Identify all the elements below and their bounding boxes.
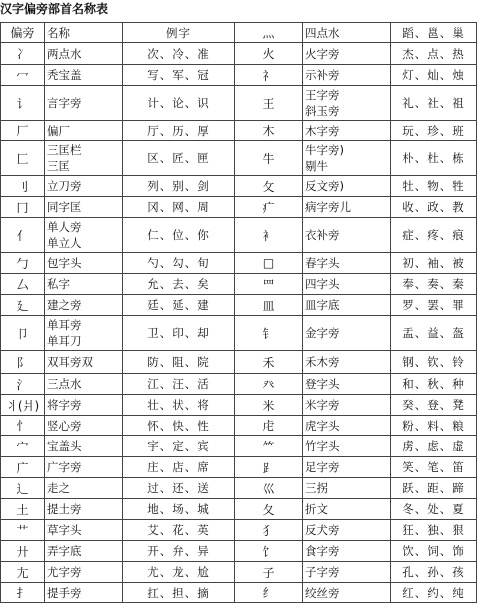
cell-radical-2: 癶: [235, 374, 303, 395]
header-name-2: 四点水: [303, 23, 391, 43]
cell-name: 单人旁 单立人: [45, 218, 123, 253]
cell-examples: 江、汪、活: [123, 374, 235, 395]
cell-radical: 勹: [1, 253, 45, 274]
cell-name: 秃宝盖: [45, 65, 123, 86]
cell-radical: 扌: [1, 583, 45, 603]
cell-radical-2: 礻: [235, 65, 303, 86]
cell-radical-2: □: [235, 253, 303, 274]
cell-examples: 开、弁、异: [123, 541, 235, 562]
cell-name-2: 火字旁: [303, 43, 391, 65]
cell-name: 提土旁: [45, 499, 123, 520]
cell-name-2: 竹字头: [303, 436, 391, 457]
cell-examples-2: 笑、笔、笛: [391, 457, 477, 478]
cell-name: 三匡栏 三匡: [45, 141, 123, 176]
cell-name: 宝盖头: [45, 436, 123, 457]
cell-radical: 廴: [1, 295, 45, 316]
cell-name: 建之旁: [45, 295, 123, 316]
cell-examples: 卫、印、却: [123, 316, 235, 351]
table-row: [1, 86, 477, 121]
cell-radical-2: 禾: [235, 351, 303, 374]
cell-name: 包字头: [45, 253, 123, 274]
cell-radical: 讠: [1, 86, 45, 121]
cell-radical: 丬(爿): [1, 395, 45, 416]
cell-examples: 地、场、城: [123, 499, 235, 520]
cell-radical-2: 夂: [235, 499, 303, 520]
cell-radical-2: 皿: [235, 295, 303, 316]
cell-name-2: 春字头: [303, 253, 391, 274]
table-row: [1, 436, 477, 457]
cell-examples-2: 牡、物、牲: [391, 176, 477, 197]
cell-examples: 扛、担、摘: [123, 583, 235, 603]
cell-radical-2: 子: [235, 562, 303, 583]
cell-radical-2: 纟: [235, 583, 303, 603]
cell-radical-2: 罒: [235, 274, 303, 295]
cell-name-2: 足字旁: [303, 457, 391, 478]
cell-radical: 刂: [1, 176, 45, 197]
cell-radical-2: ⺮: [235, 436, 303, 457]
cell-radical-2: 衤: [235, 218, 303, 253]
cell-examples-2: 收、政、教: [391, 197, 477, 218]
cell-name: 偏厂: [45, 121, 123, 141]
cell-radical: 艹: [1, 520, 45, 541]
cell-examples: 区、匠、匣: [123, 141, 235, 176]
table-row: [1, 520, 477, 541]
table-row: [1, 374, 477, 395]
cell-examples: 冈、网、周: [123, 197, 235, 218]
cell-radical-2: 巛: [235, 478, 303, 499]
cell-name: 双耳旁双: [45, 351, 123, 374]
table-row: [1, 316, 477, 351]
cell-examples-2: 跃、距、蹄: [391, 478, 477, 499]
cell-name: 言字旁: [45, 86, 123, 121]
cell-name-2: 皿字底: [303, 295, 391, 316]
table-row: [1, 253, 477, 274]
cell-name: 尤字旁: [45, 562, 123, 583]
cell-name-2: 木字旁: [303, 121, 391, 141]
cell-examples-2: 症、疼、痕: [391, 218, 477, 253]
table-row: [1, 295, 477, 316]
radical-table: [0, 22, 477, 603]
table-row: [1, 351, 477, 374]
cell-name-2: 王字旁 斜玉旁: [303, 86, 391, 121]
cell-name: 提手旁: [45, 583, 123, 603]
cell-radical-2: 木: [235, 121, 303, 141]
cell-name-2: 子字旁: [303, 562, 391, 583]
cell-examples-2: 孔、孙、孩: [391, 562, 477, 583]
table-row: [1, 541, 477, 562]
cell-examples: 次、冷、准: [123, 43, 235, 65]
cell-radical-2: 疒: [235, 197, 303, 218]
cell-examples: 怀、快、性: [123, 416, 235, 436]
header-radical-2: 灬: [235, 23, 303, 43]
cell-radical-2: ⻊: [235, 457, 303, 478]
cell-name-2: 牛字旁) 剔牛: [303, 141, 391, 176]
cell-examples: 宇、定、宾: [123, 436, 235, 457]
table-row: [1, 197, 477, 218]
cell-radical: 厂: [1, 121, 45, 141]
table-title: 汉字偏旁部首名称表: [0, 2, 109, 16]
cell-examples-2: 红、约、纯: [391, 583, 477, 603]
cell-name-2: 衣补旁: [303, 218, 391, 253]
header-radical: 偏旁: [1, 23, 45, 43]
cell-name-2: 食字旁: [303, 541, 391, 562]
cell-name-2: 反文旁): [303, 176, 391, 197]
table-row: [1, 416, 477, 436]
cell-radical: 冖: [1, 65, 45, 86]
cell-radical-2: 火: [235, 43, 303, 65]
cell-radical-2: 牛: [235, 141, 303, 176]
cell-examples: 计、论、识: [123, 86, 235, 121]
cell-radical-2: 犭: [235, 520, 303, 541]
cell-radical: 忄: [1, 416, 45, 436]
table-row: [1, 176, 477, 197]
cell-name: 立刀旁: [45, 176, 123, 197]
cell-examples-2: 狂、独、狠: [391, 520, 477, 541]
cell-name-2: 虎字头: [303, 416, 391, 436]
cell-examples-2: 盂、益、盔: [391, 316, 477, 351]
cell-examples: 列、别、剑: [123, 176, 235, 197]
table-row: [1, 218, 477, 253]
cell-examples: 仁、位、你: [123, 218, 235, 253]
cell-examples-2: 冬、处、夏: [391, 499, 477, 520]
cell-name: 私字: [45, 274, 123, 295]
cell-examples: 壮、状、将: [123, 395, 235, 416]
table-row: [1, 562, 477, 583]
cell-examples-2: 礼、社、祖: [391, 86, 477, 121]
cell-radical-2: 虍: [235, 416, 303, 436]
cell-name: 将字旁: [45, 395, 123, 416]
cell-radical: 土: [1, 499, 45, 520]
cell-name: 走之: [45, 478, 123, 499]
cell-examples: 写、军、冠: [123, 65, 235, 86]
cell-name: 草字头: [45, 520, 123, 541]
cell-name-2: 折文: [303, 499, 391, 520]
cell-radical: 广: [1, 457, 45, 478]
cell-name-2: 四字头: [303, 274, 391, 295]
header-examples: 例字: [123, 23, 235, 43]
cell-examples-2: 罗、罢、罪: [391, 295, 477, 316]
cell-radical: 尢: [1, 562, 45, 583]
cell-radical: 卩: [1, 316, 45, 351]
cell-name: 两点水: [45, 43, 123, 65]
cell-examples-2: 玩、珍、班: [391, 121, 477, 141]
cell-examples-2: 和、秋、种: [391, 374, 477, 395]
cell-examples-2: 杰、点、热: [391, 43, 477, 65]
cell-radical: 匚: [1, 141, 45, 176]
cell-name: 广字旁: [45, 457, 123, 478]
cell-name: 竖心旁: [45, 416, 123, 436]
table-row: [1, 395, 477, 416]
header-name: 名称: [45, 23, 123, 43]
cell-examples-2: 朴、杜、栋: [391, 141, 477, 176]
table-row: [1, 457, 477, 478]
cell-examples-2: 奉、奏、秦: [391, 274, 477, 295]
cell-examples: 勺、勾、旬: [123, 253, 235, 274]
cell-examples: 廷、延、建: [123, 295, 235, 316]
cell-name-2: 病字旁儿: [303, 197, 391, 218]
cell-radical: 冂: [1, 197, 45, 218]
cell-radical-2: 攵: [235, 176, 303, 197]
table-row: [1, 499, 477, 520]
table-row: [1, 65, 477, 86]
cell-radical-2: 钅: [235, 316, 303, 351]
cell-examples-2: 粉、料、粮: [391, 416, 477, 436]
cell-name: 三点水: [45, 374, 123, 395]
cell-radical-2: 王: [235, 86, 303, 121]
table-row: [1, 583, 477, 603]
header-row: [1, 23, 477, 43]
cell-name-2: 登字头: [303, 374, 391, 395]
cell-name: 弄字底: [45, 541, 123, 562]
cell-radical: 阝: [1, 351, 45, 374]
cell-name: 单耳旁 单耳刀: [45, 316, 123, 351]
cell-name-2: 金字旁: [303, 316, 391, 351]
cell-name-2: 米字旁: [303, 395, 391, 416]
cell-examples-2: 钢、钦、铃: [391, 351, 477, 374]
cell-examples: 厅、历、厚: [123, 121, 235, 141]
cell-examples: 允、去、矣: [123, 274, 235, 295]
cell-examples-2: 初、袖、被: [391, 253, 477, 274]
cell-examples: 防、阻、院: [123, 351, 235, 374]
header-examples-2: 蹈、邕、巢: [391, 23, 477, 43]
cell-name-2: 禾木旁: [303, 351, 391, 374]
cell-radical: 冫: [1, 43, 45, 65]
cell-radical-2: 饣: [235, 541, 303, 562]
cell-name: 同字匡: [45, 197, 123, 218]
table-row: [1, 141, 477, 176]
cell-examples-2: 虏、虑、虚: [391, 436, 477, 457]
cell-radical-2: 米: [235, 395, 303, 416]
cell-examples: 庄、店、席: [123, 457, 235, 478]
cell-radical: 廾: [1, 541, 45, 562]
cell-examples-2: 癸、登、凳: [391, 395, 477, 416]
cell-name-2: 反犬旁: [303, 520, 391, 541]
cell-examples: 过、还、送: [123, 478, 235, 499]
cell-radical: 厶: [1, 274, 45, 295]
table-row: [1, 43, 477, 65]
cell-examples: 尤、龙、尬: [123, 562, 235, 583]
cell-radical: 亻: [1, 218, 45, 253]
cell-name-2: 示补旁: [303, 65, 391, 86]
cell-radical: 辶: [1, 478, 45, 499]
cell-radical: 氵: [1, 374, 45, 395]
table-row: [1, 274, 477, 295]
cell-radical: 宀: [1, 436, 45, 457]
cell-examples: 艾、花、英: [123, 520, 235, 541]
cell-examples-2: 饮、饲、饰: [391, 541, 477, 562]
cell-name-2: 三拐: [303, 478, 391, 499]
table-row: [1, 478, 477, 499]
cell-examples-2: 灯、灿、烛: [391, 65, 477, 86]
table-row: [1, 121, 477, 141]
cell-name-2: 绞丝旁: [303, 583, 391, 603]
